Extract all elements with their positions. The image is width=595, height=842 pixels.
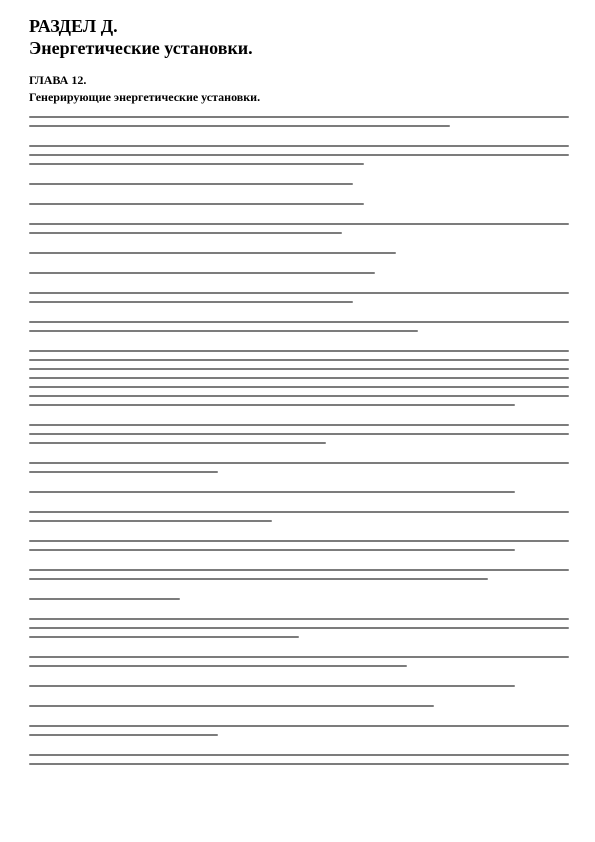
text-line: [29, 359, 569, 361]
text-line: [29, 462, 569, 464]
text-line: [29, 442, 326, 444]
text-line: [29, 350, 569, 352]
text-line: [29, 203, 364, 205]
text-line: [29, 404, 515, 406]
text-line: [29, 705, 434, 707]
text-line: [29, 569, 569, 571]
text-line: [29, 540, 569, 542]
section-title: РАЗДЕЛ Д.: [29, 16, 118, 36]
text-line: [29, 725, 569, 727]
chapter-subtitle: Генерирующие энергетические установки.: [29, 90, 261, 104]
body-text: [29, 112, 569, 832]
text-line: [29, 665, 407, 667]
text-line: [29, 627, 569, 629]
text-line: [29, 368, 569, 370]
text-line: [29, 578, 488, 580]
text-line: [29, 734, 218, 736]
text-line: [29, 163, 364, 165]
text-line: [29, 125, 450, 127]
text-line: [29, 549, 515, 551]
text-line: [29, 395, 569, 397]
text-line: [29, 321, 569, 323]
text-line: [29, 301, 353, 303]
text-line: [29, 377, 569, 379]
text-line: [29, 386, 569, 388]
text-line: [29, 223, 569, 225]
text-line: [29, 433, 569, 435]
text-line: [29, 252, 396, 254]
text-line: [29, 292, 569, 294]
text-line: [29, 511, 569, 513]
text-line: [29, 154, 569, 156]
text-line: [29, 491, 515, 493]
text-line: [29, 424, 569, 426]
text-line: [29, 145, 569, 147]
text-line: [29, 116, 569, 118]
text-line: [29, 754, 569, 756]
section-subtitle: Энергетические установки.: [29, 38, 253, 58]
text-line: [29, 330, 418, 332]
text-line: [29, 272, 375, 274]
text-line: [29, 183, 353, 185]
text-line: [29, 656, 569, 658]
text-line: [29, 685, 515, 687]
text-line: [29, 618, 569, 620]
chapter-title: ГЛАВА 12.: [29, 73, 87, 87]
text-line: [29, 471, 218, 473]
text-line: [29, 520, 272, 522]
text-line: [29, 636, 299, 638]
text-line: [29, 232, 342, 234]
text-line: [29, 598, 180, 600]
text-line: [29, 763, 569, 765]
